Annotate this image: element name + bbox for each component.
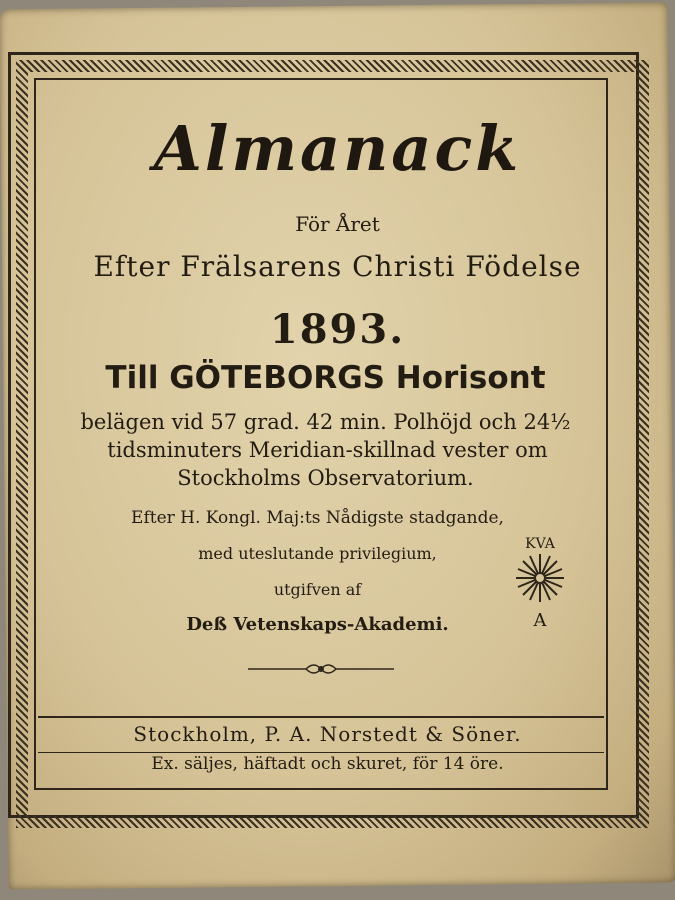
location-line-1: belägen vid 57 grad. 42 min. Polhöjd och 24½ bbox=[80, 410, 571, 434]
almanac-title: Almanack bbox=[153, 112, 522, 185]
privilege-line: med uteslutande privilegium, bbox=[198, 544, 437, 563]
edict-line: Efter H. Kongl. Maj:ts Nådigste stadgande, bbox=[131, 508, 504, 528]
published-by-line: utgifven af bbox=[273, 580, 362, 599]
seal-top-text: KVA bbox=[525, 536, 555, 552]
year: 1893. bbox=[269, 306, 406, 353]
flourish-ornament-icon bbox=[246, 660, 396, 678]
location-line-2: tidsminuters Meridian-skillnad vester om bbox=[107, 438, 548, 462]
seal-bottom-text: A bbox=[533, 610, 547, 631]
price-line: Ex. säljes, häftadt och skuret, för 14 öre. bbox=[151, 754, 504, 774]
for-year-line: För Året bbox=[295, 212, 380, 236]
divider bbox=[38, 716, 604, 718]
horizon-line: Till GÖTEBORGS Horisont bbox=[105, 360, 546, 396]
location-line-3: Stockholms Observatorium. bbox=[177, 466, 474, 490]
academy-line: Deß Vetenskaps-Akademi. bbox=[186, 614, 449, 635]
birth-line: Efter Frälsarens Christi Födelse bbox=[93, 250, 582, 283]
academy-seal bbox=[490, 532, 590, 632]
divider bbox=[38, 752, 604, 753]
publisher-line: Stockholm, P. A. Norstedt & Söner. bbox=[133, 722, 522, 746]
